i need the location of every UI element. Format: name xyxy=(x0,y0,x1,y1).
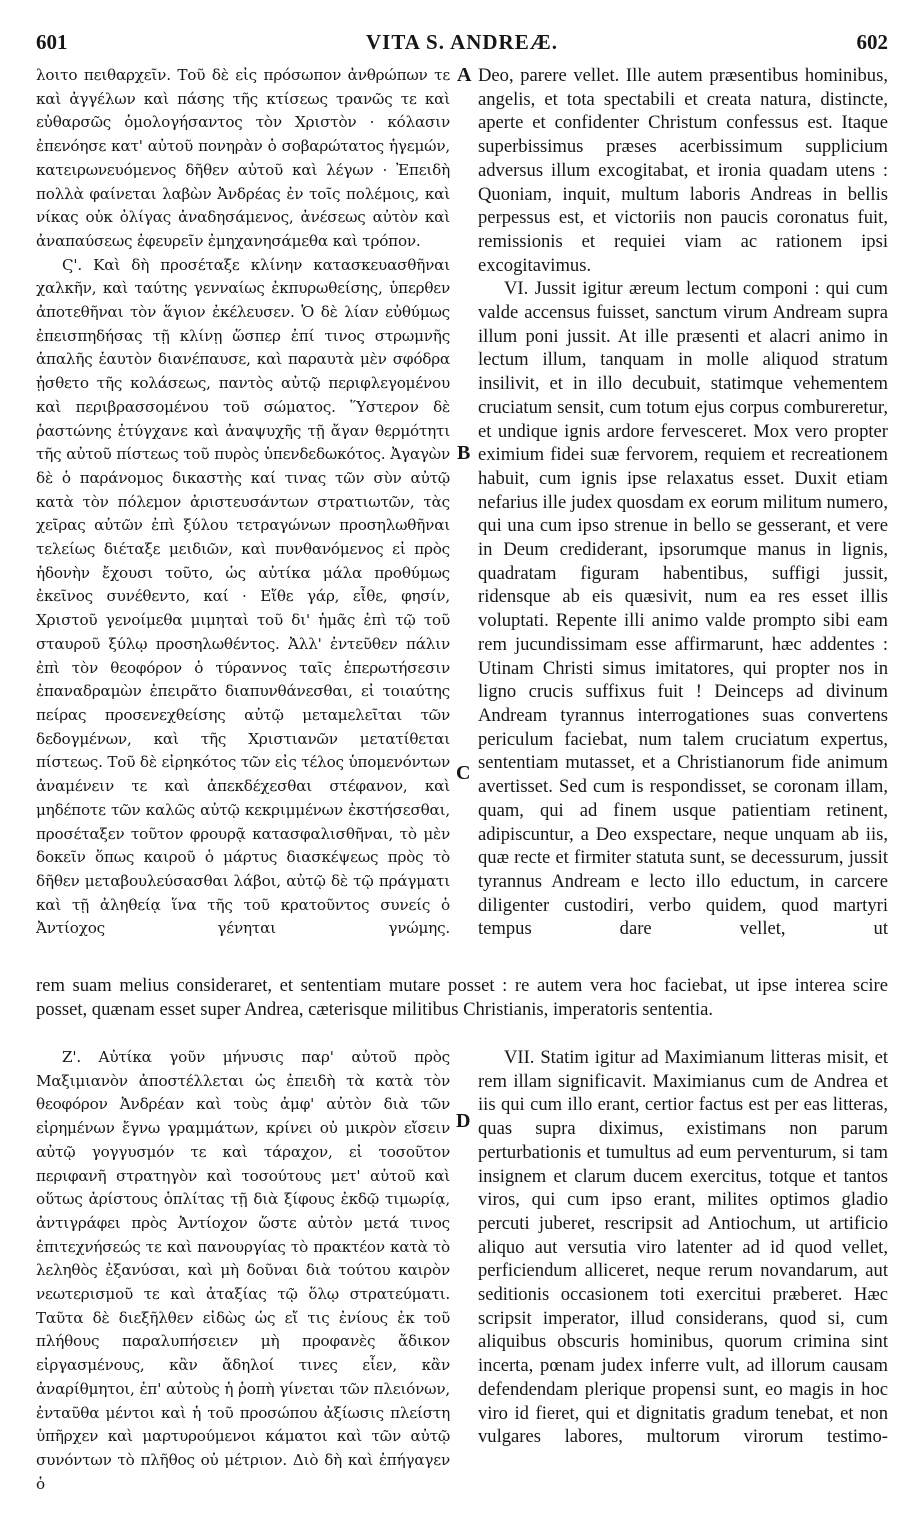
margin-marker-d: D xyxy=(456,1110,471,1132)
latin-column-bottom xyxy=(478,1046,888,1506)
margin-marker-b: B xyxy=(457,442,471,464)
greek-paragraph: Ϛ'. Καὶ δὴ προσέταξε κλίνην κατασκευασθῆναι χαλκῆν, καὶ ταύτης γενναίως ἐκπυρωθείσης, ὑπερθεν ἀποτεθῆναι τὸν ἅγιον ἐκέλευσεν. Ὁ δὲ λίαν εὐθύμως ἐπεισπηδήσας τῇ κλίνῃ ὥσπερ ἐπί τινος στρωμνῆς ἁπαλῆς ἑαυτὸν διανέπαυσε, καὶ παραυτὰ μὲν σφόδρα ᾐσθετο τῆς κολάσεως, παντὸς αὐτῷ περιφλεγομένου καὶ περιβρασσομένου τοῦ σώματος. Ὕστερον δὲ ῥαστώνης ἐτύγχανε καὶ ἀναψυχῆς τῇ ἄγαν θερμότητι τῆς αὐτοῦ πίστεως τοῦ πυρὸς ὑπενδεδωκότος. Ἀγαγὼν δὲ ὁ παράνομος δικαστὴς καί τινας τῶν σὺν αὐτῷ κατὰ τὸν πόλεμον ἀριστευσάντων στρατιωτῶν, τὰς χεῖρας αὐτῶν ἐπὶ ξύλου τετραγώνων προσηλωθῆναι τελείως διέταξε μειδιῶν, καὶ πυνθανόμενος εἰ πρὸς ἡδονὴν ἔχουσι τοῦτο, ὡς αὐτίκα μάλα προθύμως ἐκεῖνος συνέθεντο, καί · Εἴθε γάρ, εἶθε, φησίν, Χριστοῦ γενοίμεθα μιμηταὶ τοῦ δι' ἡμᾶς ἐπὶ τῷ τοῦ σταυροῦ ξύλῳ προσηλωθέντος. Ἀλλ' ἐντεῦθεν πάλιν ἐπὶ τὸν θεοφόρον ὁ τύραννος ταῖς ἐπερωτήσεσιν ἐπαναδραμὼν ἐπειρᾶτο διαπυνθάνεσθαι, εἰ τοιαύτης πείρας προσενεχθείσης αὐτῷ μεταμελεῖται τῶν δεδογμένων, καὶ τῆς Χριστιανῶν μετατίθεται πίστεως. Τοῦ δὲ εἰρηκότος τῶν εἰς τέλος ὑπομενόντων ἀναμένειν τε καὶ ἀπεκδέχεσθαι στέφανον, καὶ μηδέποτε τῶν καλῶς αὐτῷ κεκριμμένων ἐκστήσεσθαι, προσέταξεν τοῦτον φρουρᾷ κατασφαλισθῆναι, τὸ μὲν δοκεῖν ὅπως καιροῦ ὁ μάρτυς διασκέψεως πρὸς τὸ δῆθεν μεταβουλεύσασθαι λάβοι, αὐτῷ δὲ τῷ πράγματι καὶ τῇ ἀληθείᾳ ἵνα τῆς τοῦ κρατοῦντος συνείς ὁ Ἀντίοχος γένηται γνώμης. xyxy=(36,255,450,938)
latin-paragraph: Deo, parere vellet. Ille autem præsentibus hominibus, angelis, et tota spectabili et creata natura, distincte, aperte et confidenter Christum confessus est. Itaque superbissimus præses acerbissimum supplicium adversus illum excogitabat, et ironia quadam utens : Quoniam, inquit, multum laboris Andreas in bellis perpessus est, et victoriis non paucis coronatus fuit, remissionis et requiei viam ac rationem ipsi excogitavimus. xyxy=(478,65,888,276)
running-header xyxy=(36,30,888,60)
margin-marker-c: C xyxy=(456,762,471,784)
latin-paragraph: rem suam melius consideraret, et sententiam mutare posset : re autem vera hoc faciebat, ut ipse interea scire posset, quænam esset super Andrea, cæterisque militibus Christianis, imperatoris sententia. xyxy=(36,975,888,1020)
latin-paragraph: VI. Jussit igitur æreum lectum componi : qui cum valde accensus fuisset, sanctum virum Andream supra illum poni jussit. At ille præsenti et alacri animo in lectum illum, tanquam in molle aliquod stratum insilivit, et in illo decubuit, statimque vehementem cruciatum sensit, cum totum ejus corpus combureretur, et undique ignis ardore fervesceret. Mox vero propter eximium fidei suæ fervorem, requiem et recreationem habuit, cum ignis ipse relaxatus esset. Duxit etiam nefarius ille judex quosdam ex eorum militum numero, qui una cum ipso strenue in bello se gesserant, et vere in Deum crediderant, ipsorumque manus in lignis, quadratam figuram habentibus, suffigi jussit, ridensque ab eis quæsivit, num ea res esset illis voluptati. Repente illi animo valde prompto sibi eam rem jucundissimam esse affirmarunt, hæc addentes : Utinam Christi simus imitatores, qui propter nos in ligno crucis suffixus fuit ! Deinceps ad divinum Andream tyrannus interrogationes suas convertens periculum faciebat, num talem cruciatum expertus, sententiam mutasset, et a Christianorum fide animum avertisset. Sed cum is respondisset, se coronam illam, quam, qui ad finem usque patientiam retinent, adipiscuntur, a Deo exspectare, neque unquam ab iis, quæ recte et firmiter statuta sunt, se decessurum, jussit tyrannus Andream e lecto illo eductum, in carcere diligenter custodiri, verbo quidem, quod martyri tempus dare vellet, ut xyxy=(478,278,888,940)
greek-column-top xyxy=(36,64,450,981)
running-title: VITA S. ANDREÆ. xyxy=(366,30,558,54)
latin-paragraph: VII. Statim igitur ad Maximianum litteras misit, et rem illam significavit. Maximianus cum de Andrea et iis qui cum illo erant, certior factus est per eas litteras, quas supra diximus, existimans non parum perturbationis et tumultus ad eum perventurum, si tam insignem et clarum ducem exercitus, totque et tantos viros, qui cum ipso erant, milites optimos gladio percuti juberet, rescripsit ad Antiochum, ut artificio aliquo aut versutia viro latenter ad id quod vellet, perficiendum alliceret, neque rerum novandarum, aut seditionis occasionem toti exercitui præberet. Hæc scripsit imperator, illud considerans, quod si, cum aliquibus obscuris hominibus, quorum crimina sint incerta, pœnam judex inferre vult, ad illorum causam defendendam plerique propensi sunt, eo magis in hoc viro id fieret, qui et dignitatis gradum tenebat, et non vulgares labores, multorum virorum testimo- xyxy=(478,1047,888,1448)
margin-marker-a: A xyxy=(457,64,472,86)
latin-column-top xyxy=(478,64,888,981)
greek-paragraph: λοιτο πειθαρχεῖν. Τοῦ δὲ εἰς πρόσωπον ἀνθρώπων τε καὶ ἀγγέλων καὶ πάσης τῆς κτίσεως τρανῶς τε καὶ εὐθαρσῶς ὁμολογήσαντος τὸν Χριστὸν · κόλασιν ἐπενόησε κατ' αὐτοῦ πονηρὰν ὁ σοβαρώτατος ἡγεμών, κατειρωνευόμενος δῆθεν αὐτοῦ καὶ λέγων · Ἐπειδὴ πολλὰ φαίνεται λαβὼν Ἀνδρέας ἐν τοῖς πολέμοις, καὶ νίκας οὐκ ὀλίγας ἀναδησάμενος, ἀνέσεως αὐτὸν καὶ ἀναπαύσεως ἐφευρεῖν ἐμηχανησάμεθα καὶ τρόπον. xyxy=(36,66,450,250)
full-width-continuation xyxy=(36,974,888,1046)
page-number-right: 602 xyxy=(856,30,888,54)
page-number-left: 601 xyxy=(36,30,68,54)
greek-paragraph: Ζ'. Αὐτίκα γοῦν μήνυσις παρ' αὐτοῦ πρὸς Μαξιμιανὸν ἀποστέλλεται ὡς ἐπειδὴ τὰ κατὰ τὸν θεοφόρον Ἀνδρέαν καὶ τοὺς ἀμφ' αὐτὸν διὰ τῶν εἰρημένων ἔγνω γραμμάτων, κρίνει οὐ μικρὸν εἴσειν αὐτῷ γογγυσμόν τε καὶ τάραχον, εἰ τοσοῦτον περιφανῆ στρατηγὸν καὶ τοσούτους μετ' αὐτοῦ καὶ οὕτως ἀρίστους ὁπλίτας τῇ διὰ ξίφους ἐκδῷ τιμωρίᾳ, ἀντιγράφει πρὸς Ἀντίοχον ὥστε αὐτὸν μετά τινος ἐπιτεχνήσεώς τε καὶ πανουργίας τὸ πρακτέον κατὰ τὸ λεληθὸς ἐξανύσαι, καὶ μὴ δοῦναι διὰ τούτου καιρὸν νεωτερισμοῦ τε καὶ ἀταξίας τῷ ὅλῳ στρατεύματι. Ταῦτα δὲ διεξῆλθεν εἰδὼς ὡς εἴ τις ἐνίους ἐκ τοῦ πλήθους παραλυπήσειεν μὴ προφανὲς ἄδικον εἰργασμένους, κἂν ἄδηλοί τινες εἶεν, κἂν ἀναρίθμητοι, ἐπ' αὐτοὺς ἡ ῥοπὴ γίνεται τῶν πλειόνων, ἐνταῦθα μέντοι καὶ ἡ τοῦ προσώπου ἀξίωσις πλείστη ὑπῆρχεν καὶ μαρτυρούμενοι κάματοι καὶ τῶν αὐτῷ συνόντων τὸ πλῆθος οὐ μέτριον. Διὸ δὴ καὶ ἐπήγαγεν ὁ xyxy=(36,1048,450,1493)
greek-column-bottom xyxy=(36,1046,450,1506)
